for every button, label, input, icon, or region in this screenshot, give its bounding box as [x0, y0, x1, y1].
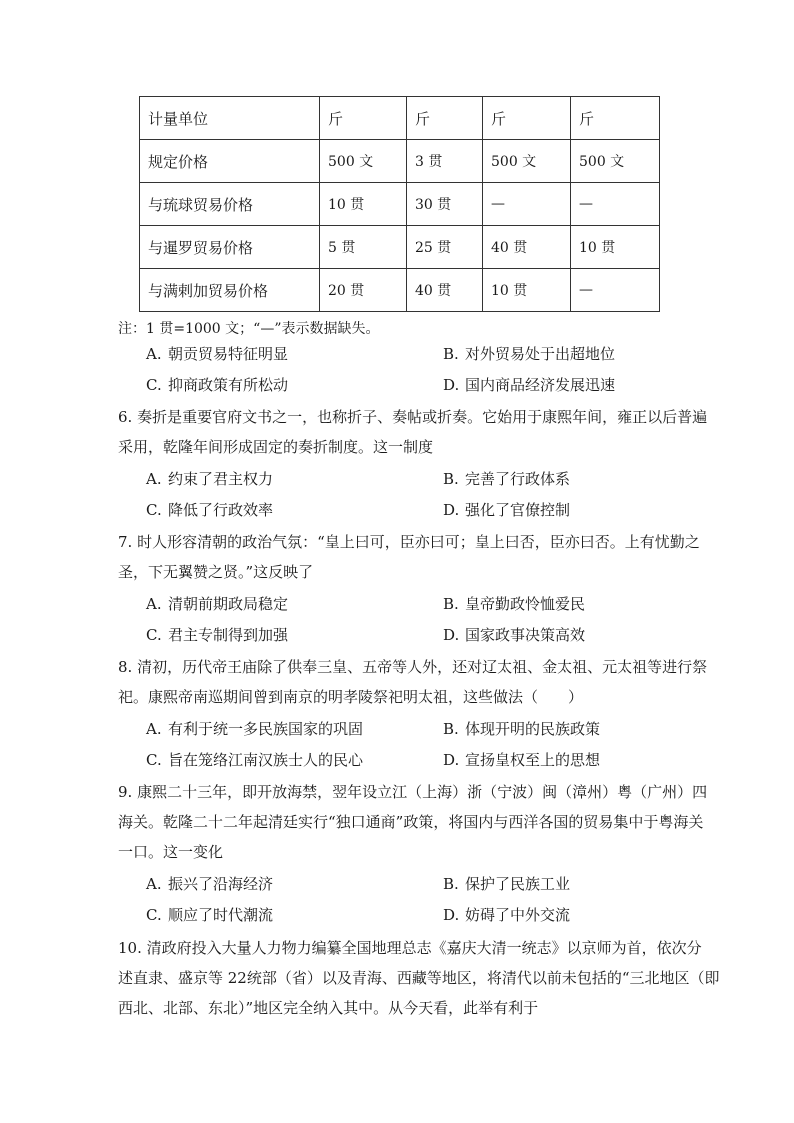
q9-option-a[interactable] [146, 869, 273, 900]
question-10-line: 10. 清政府投入大量人力物力编纂全国地理总志《嘉庆大清一统志》以京师为首，依次分 [118, 939, 702, 957]
option-key: C. [146, 751, 162, 769]
table-row-label: 计量单位 [140, 97, 320, 140]
q6-option-d[interactable] [443, 495, 570, 526]
table-cell: — [571, 269, 660, 312]
table-cell: — [571, 183, 660, 226]
q5-option-d[interactable] [443, 370, 615, 401]
price-table [139, 96, 660, 312]
question-7-line: 圣，下无翼赞之贤。”这反映了 [118, 563, 314, 581]
option-text: 朝贡贸易特征明显 [168, 345, 289, 363]
table-cell: — [483, 183, 571, 226]
table-cell: 20 贯 [320, 269, 407, 312]
table-cell: 10 贯 [571, 226, 660, 269]
q9-option-d[interactable] [443, 900, 570, 931]
question-8-line: 祀。康熙帝南巡期间曾到南京的明孝陵祭祀明太祖，这些做法（ ） [118, 688, 584, 706]
option-text: 宣扬皇权至上的思想 [465, 751, 601, 769]
table-cell: 40 贯 [483, 226, 571, 269]
question-6-line: 采用，乾隆年间形成固定的奏折制度。这一制度 [118, 438, 434, 456]
table-cell: 10 贯 [320, 183, 407, 226]
question-6-line: 6. 奏折是重要官府文书之一，也称折子、奏帖或折奏。它始用于康熙年间，雍正以后普遍 [118, 408, 708, 426]
table-cell: 40 贯 [407, 269, 483, 312]
table-row [140, 183, 660, 226]
q7-option-c[interactable] [146, 620, 288, 651]
option-text: 降低了行政效率 [168, 501, 274, 519]
table-cell: 斤 [320, 97, 407, 140]
option-key: B. [443, 345, 459, 363]
table-row-label: 与琉球贸易价格 [140, 183, 320, 226]
q6-option-c[interactable] [146, 495, 273, 526]
option-text: 旨在笼络江南汉族士人的民心 [168, 751, 364, 769]
table-cell: 500 文 [483, 140, 571, 183]
question-9-line: 一口。这一变化 [118, 843, 224, 861]
option-key: C. [146, 626, 162, 644]
table-cell: 5 贯 [320, 226, 407, 269]
q6-option-b[interactable] [443, 464, 570, 495]
question-7 [118, 527, 700, 587]
q9-option-b[interactable] [443, 869, 570, 900]
table-cell: 3 贯 [407, 140, 483, 183]
option-text: 对外贸易处于出超地位 [465, 345, 616, 363]
option-text: 体现开明的民族政策 [465, 720, 601, 738]
option-text: 国内商品经济发展迅速 [465, 376, 616, 394]
q5-option-b[interactable] [443, 339, 615, 370]
option-key: C. [146, 376, 162, 394]
table-row [140, 140, 660, 183]
option-text: 顺应了时代潮流 [168, 906, 274, 924]
table-row [140, 226, 660, 269]
question-9-line: 海关。乾隆二十二年起清廷实行“独口通商”政策，将国内与西洋各国的贸易集中于粤海关 [118, 813, 704, 831]
q8-option-b[interactable] [443, 714, 600, 745]
q8-option-d[interactable] [443, 745, 600, 776]
option-key: D. [443, 501, 460, 519]
q7-option-a[interactable] [146, 589, 288, 620]
option-key: B. [443, 875, 459, 893]
option-key: D. [443, 376, 460, 394]
option-text: 妨碍了中外交流 [465, 906, 571, 924]
question-8-line: 8. 清初，历代帝王庙除了供奉三皇、五帝等人外，还对辽太祖、金太祖、元太祖等进行祭 [118, 658, 708, 676]
table-note: 注：1 贯=1000 文；“—”表示数据缺失。 [118, 321, 380, 337]
q8-option-c[interactable] [146, 745, 363, 776]
question-6 [118, 402, 708, 462]
table-cell: 斤 [407, 97, 483, 140]
table-cell: 500 文 [320, 140, 407, 183]
table-row-label: 与满剌加贸易价格 [140, 269, 320, 312]
q7-option-d[interactable] [443, 620, 585, 651]
option-text: 约束了君主权力 [168, 470, 274, 488]
option-text: 保护了民族工业 [465, 875, 571, 893]
question-10-line: 述直隶、盛京等 22统部（省）以及青海、西藏等地区，将清代以前未包括的“三北地区（即 [118, 969, 720, 987]
table-cell: 斤 [483, 97, 571, 140]
option-key: A. [146, 345, 162, 363]
option-key: B. [443, 470, 459, 488]
option-key: A. [146, 875, 162, 893]
option-key: A. [146, 595, 162, 613]
question-9-line: 9. 康熙二十三年，即开放海禁，翌年设立江（上海）浙（宁波）闽（漳州）粤（广州）四 [118, 783, 708, 801]
option-text: 振兴了沿海经济 [168, 875, 274, 893]
table-row-label: 与暹罗贸易价格 [140, 226, 320, 269]
option-key: D. [443, 906, 460, 924]
option-text: 皇帝勤政怜恤爱民 [465, 595, 586, 613]
table-cell: 30 贯 [407, 183, 483, 226]
table-cell: 500 文 [571, 140, 660, 183]
q5-option-c[interactable] [146, 370, 288, 401]
option-text: 国家政事决策高效 [465, 626, 586, 644]
q8-option-a[interactable] [146, 714, 363, 745]
table-row [140, 97, 660, 140]
option-text: 完善了行政体系 [465, 470, 571, 488]
table-cell: 25 贯 [407, 226, 483, 269]
q9-option-c[interactable] [146, 900, 273, 931]
question-8 [118, 652, 708, 712]
table-row [140, 269, 660, 312]
q5-option-a[interactable] [146, 339, 288, 370]
option-text: 抑商政策有所松动 [168, 376, 289, 394]
option-text: 有利于统一多民族国家的巩固 [168, 720, 364, 738]
option-key: D. [443, 751, 460, 769]
table-cell: 10 贯 [483, 269, 571, 312]
q6-option-a[interactable] [146, 464, 273, 495]
option-key: A. [146, 470, 162, 488]
option-text: 清朝前期政局稳定 [168, 595, 289, 613]
table-row-label: 规定价格 [140, 140, 320, 183]
option-key: D. [443, 626, 460, 644]
option-text: 强化了官僚控制 [465, 501, 571, 519]
option-key: C. [146, 501, 162, 519]
option-key: B. [443, 595, 459, 613]
table-cell: 斤 [571, 97, 660, 140]
option-key: A. [146, 720, 162, 738]
question-10 [118, 933, 720, 1023]
question-7-line: 7. 时人形容清朝的政治气氛：“皇上曰可，臣亦曰可；皇上曰否，臣亦曰否。上有忧勤之 [118, 533, 700, 551]
option-key: B. [443, 720, 459, 738]
option-text: 君主专制得到加强 [168, 626, 289, 644]
q7-option-b[interactable] [443, 589, 585, 620]
question-9 [118, 777, 708, 867]
question-10-line: 西北、北部、东北）”地区完全纳入其中。从今天看，此举有利于 [118, 999, 539, 1017]
option-key: C. [146, 906, 162, 924]
